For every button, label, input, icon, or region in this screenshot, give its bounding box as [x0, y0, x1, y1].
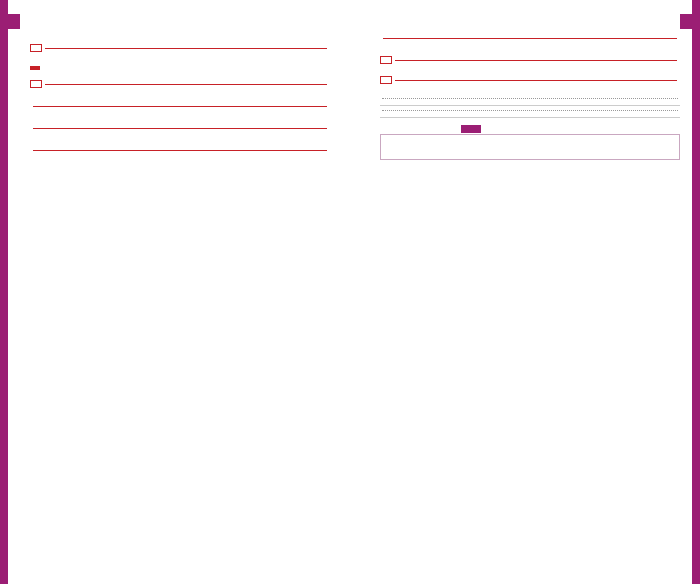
- section-vallees: [30, 128, 330, 136]
- section-oriente: [30, 150, 330, 158]
- section-title[interactable]: [30, 80, 42, 88]
- section-amazonie: [380, 38, 680, 46]
- page-header: [350, 14, 692, 29]
- section-altiplano: [30, 106, 330, 114]
- section-bolivie-hommes: [380, 56, 680, 68]
- index-row[interactable]: [380, 94, 680, 106]
- toc-left: [30, 34, 330, 158]
- page-number: [680, 14, 696, 29]
- section-title[interactable]: [380, 76, 392, 84]
- page-number: [4, 14, 20, 29]
- section-bolivie-utile: [30, 80, 330, 92]
- right-page: [350, 0, 700, 584]
- country-badge: [30, 66, 40, 70]
- toc-right: [380, 38, 680, 160]
- section-generalites: [380, 76, 680, 88]
- pictogrammes-title: [461, 125, 481, 133]
- liste-row[interactable]: [380, 106, 680, 118]
- pictogrammes-box: [380, 134, 680, 160]
- page-header: [8, 14, 350, 29]
- section-perou: [30, 44, 330, 56]
